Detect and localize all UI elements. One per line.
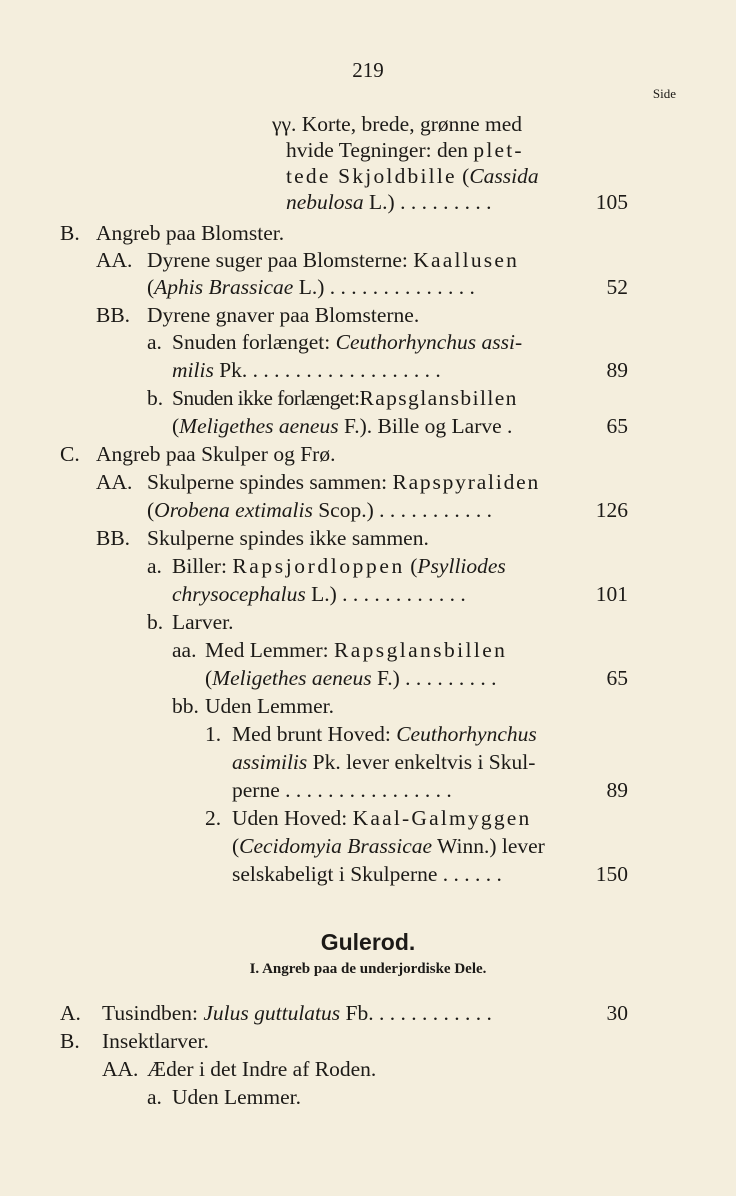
entry-line: γγ. Korte, brede, grønne med [272,112,523,136]
entry-line: assimilis Pk. lever enkeltvis i Skul- [232,750,536,774]
entry-line: Med brunt Hoved: Ceuthorhynchus [232,722,537,746]
entry-line: Larver. [172,610,234,634]
entry-line: (Cecidomyia Brassicae Winn.) lever [232,834,545,858]
section-label: a. [147,554,162,578]
page-ref: 65 [606,666,628,690]
entry-line: Uden Hoved: Kaal-Galmyggen [232,806,532,830]
entry-line: chrysocephalus L.) . . . . . . . . . . . . [172,582,466,606]
page-ref: 150 [595,862,628,886]
page-ref: 30 [606,1001,628,1025]
entry-line: Skulperne spindes ikke sammen. [147,526,429,550]
section-label: a. [147,1085,162,1109]
section-label: BB. [96,303,131,327]
entry-line: Snuden forlænget: Ceuthorhynchus assi- [172,330,523,354]
entry-line: Insektlarver. [102,1029,209,1053]
entry-line: Dyrene suger paa Blomsterne: Kaallusen [147,248,520,272]
section-label: b. [147,610,164,634]
section-label: BB. [96,526,131,550]
page-ref: 101 [595,582,628,606]
entry-line: tede Skjoldbille (Cassida [286,164,539,188]
entry-line: Snuden ikke forlænget:Rapsglansbillen [172,386,518,410]
entry-line: perne . . . . . . . . . . . . . . . . [232,778,452,802]
side-column-label: Side [652,86,676,101]
entry-line: Uden Lemmer. [172,1085,301,1109]
entry-line: Biller: Rapsjordloppen (Psylliodes [172,554,506,578]
page-ref: 52 [606,275,628,299]
section-label: B. [60,1029,80,1053]
section-label: 1. [205,722,222,746]
page-ref: 89 [606,778,628,802]
entry-line: (Aphis Brassicae L.) . . . . . . . . . . . . . . [147,275,475,299]
entry-line: (Orobena extimalis Scop.) . . . . . . . . . . . [147,498,492,522]
section-label: B. [60,221,80,245]
entry-line: Tusindben: Julus guttulatus Fb. . . . . . . . . . . . [102,1001,492,1025]
page-number: 219 [352,58,384,82]
entry-line: Angreb paa Blomster. [96,221,285,245]
section-label: b. [147,386,164,410]
entry-line: Skulperne spindes sammen: Rapspyraliden [147,470,541,494]
section-label: a. [147,330,162,354]
entry-line: selskabeligt i Skulperne . . . . . . [232,862,502,886]
section-label: aa. [172,638,197,662]
entry-line: Æder i det Indre af Roden. [147,1057,377,1081]
entry-line: nebulosa L.) . . . . . . . . . [286,190,492,214]
section-label: C. [60,442,80,466]
section-subheading: I. Angreb paa de underjordiske Dele. [249,961,487,977]
section-label: A. [60,1001,81,1025]
entry-line: (Meligethes aeneus F.). Bille og Larve . [172,414,513,438]
entry-line: Uden Lemmer. [205,694,334,718]
entry-line: hvide Tegninger: den plet- [286,138,524,162]
page-ref: 105 [595,190,628,214]
section-heading: Gulerod. [320,929,416,955]
section-label: 2. [205,806,222,830]
entry-line: (Meligethes aeneus F.) . . . . . . . . . [205,666,497,690]
entry-line: milis Pk. . . . . . . . . . . . . . . . . . . [172,358,441,382]
section-label: bb. [172,694,199,718]
section-label: AA. [96,248,133,272]
page-ref: 65 [606,414,628,438]
section-label: AA. [102,1057,139,1081]
section-label: AA. [96,470,133,494]
entry-line: Angreb paa Skulper og Frø. [96,442,336,466]
entry-line: Med Lemmer: Rapsglansbillen [205,638,508,662]
entry-line: Dyrene gnaver paa Blomsterne. [147,303,420,327]
page-ref: 89 [606,358,628,382]
page-ref: 126 [595,498,628,522]
